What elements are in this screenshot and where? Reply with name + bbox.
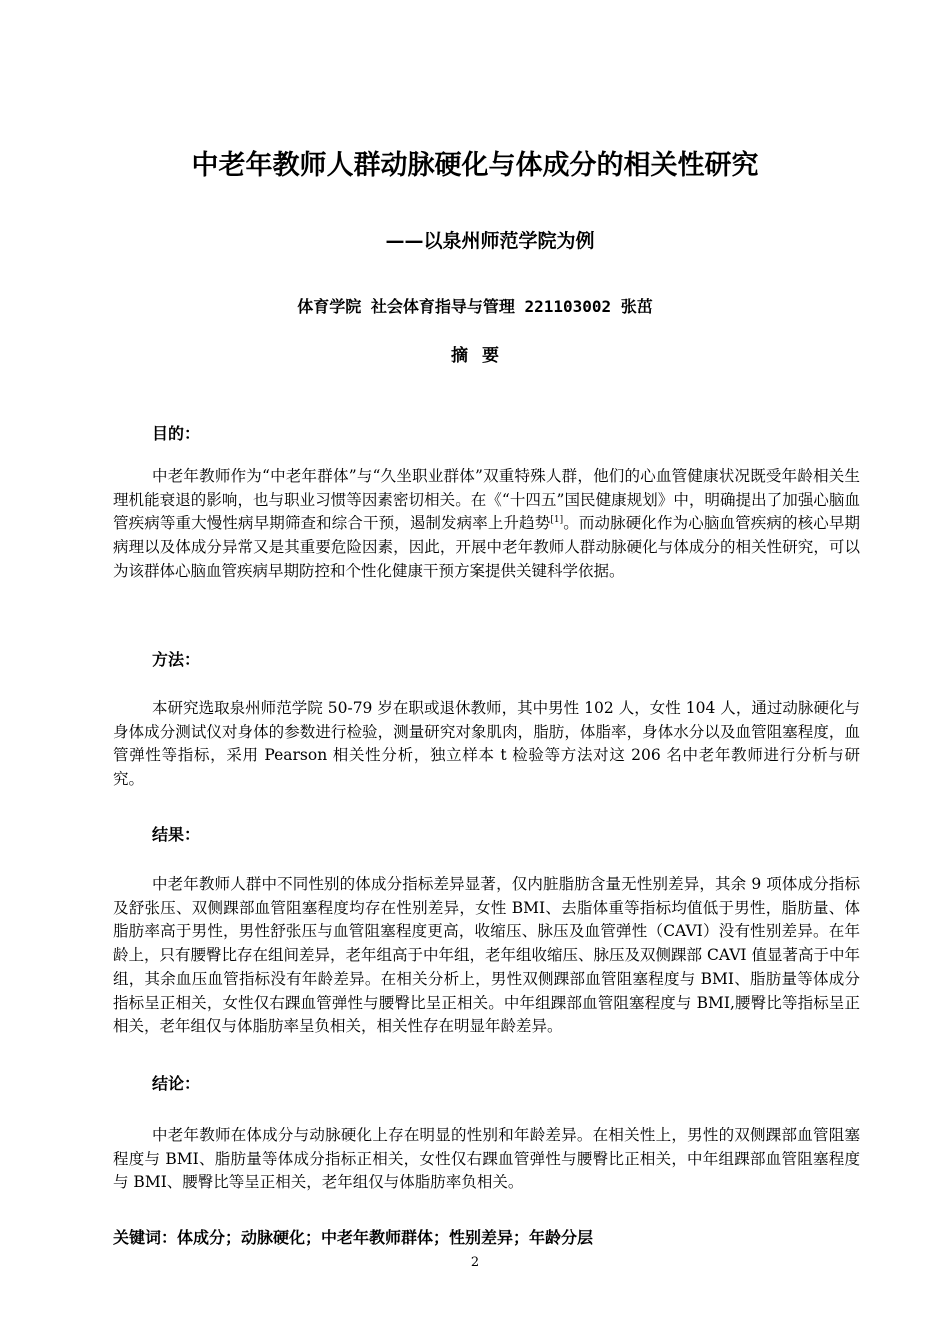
purpose-label: 目的： [152,424,201,443]
method-label: 方法： [152,650,201,669]
conclusion-label: 结论： [152,1074,201,1093]
reference-marker: [1] [550,515,564,526]
paper-subtitle: ——以泉州师范学院为例 [385,230,595,252]
method-paragraph: 本研究选取泉州师范学院 50-79 岁在职或退休教师，其中男性 102 人，女性 104 人，通过动脉硬化与身体成分测试仪对身体的参数进行检验，测量研究对象肌肉，脂肪，体脂率，身体水分以及血管阻塞程度，血管弹性等指标，采用 Pearson 相关性分析，独立样本 t 检验等方法对这 206 名中老年教师进行分析与研究。 [113,699,860,789]
author-line: 体育学院 社会体育指导与管理 221103002 张茁 [297,297,653,316]
conclusion-paragraph: 中老年教师在体成分与动脉硬化上存在明显的性别和年龄差异。在相关性上，男性的双侧踝部血管阻塞程度与 BMI、脂肪量等体成分指标正相关，女性仅右踝血管弹性与腰臀比正相关，中年组踝部血管阻塞程度与 BMI、腰臀比等呈正相关，老年组仅与体脂肪率负相关。 [113,1126,860,1192]
abstract-heading: 摘要 [451,346,513,366]
purpose-paragraph [113,465,860,584]
keywords-line: 关键词：体成分；动脉硬化；中老年教师群体；性别差异；年龄分层 [113,1228,594,1247]
paper-title: 中老年教师人群动脉硬化与体成分的相关性研究 [191,150,759,181]
result-paragraph: 中老年教师人群中不同性别的体成分指标差异显著，仅内脏脂肪含量无性别差异，其余 9 项体成分指标及舒张压、双侧踝部血管阻塞程度均存在性别差异，女性 BMI、去脂体重等指标均值低于男性，脂肪量、体脂肪率高于男性，男性舒张压与血管阻塞程度更高，收缩压、脉压及血管弹性（CAVI）没有性别差异。在年龄上，只有腰臀比存在组间差异，老年组高于中年组，老年组收缩压、脉压及双侧踝部 CAVI 值显著高于中年组，其余血压血管指标没有年龄差异。在相关分析上，男性双侧踝部血管阻塞程度与 BMI、脂肪量等体成分指标呈正相关，女性仅右踝血管弹性与腰臀比呈正相关。中年组踝部血管阻塞程度与 BMI,腰臀比等指标呈正相关，老年组仅与体脂肪率呈负相关，相关性存在明显年龄差异。 [113,875,860,1036]
purpose-text-a: 中老年教师作为“中老年群体”与“久坐职业群体”双重特殊人群，他们的心血管健康状况既受年龄相关生理机能衰退的影响，也与职业习惯等因素密切相关。在《“十四五”国民健康规划》中，明确提出了加强心脑血管疾病等重大慢性病早期筛查和综合干预，遏制发病率上升趋势 [113,467,860,533]
purpose-text-b: 。而动脉硬化作为心脑血管疾病的核心早期病理以及体成分异常又是其重要危险因素，因此，开展中老年教师人群动脉硬化与体成分的相关性研究，可以为该群体心脑血管疾病早期防控和个性化健康干预方案提供关键科学依据。 [113,514,860,580]
result-label: 结果： [152,825,201,844]
page-number: 2 [470,1255,480,1270]
